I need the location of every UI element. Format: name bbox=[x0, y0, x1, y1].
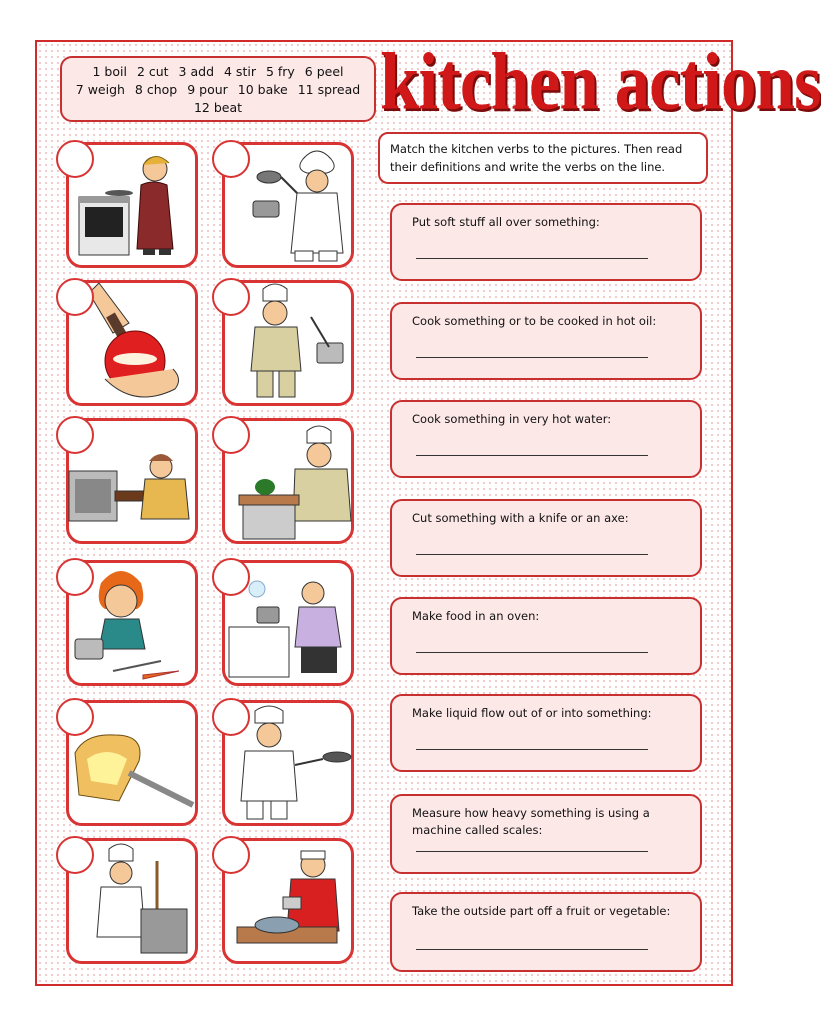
definition-box bbox=[390, 892, 702, 972]
definition-box bbox=[390, 794, 702, 874]
definition-box bbox=[390, 597, 702, 675]
definition-box bbox=[390, 302, 702, 380]
answer-circle[interactable] bbox=[212, 698, 250, 736]
answer-line[interactable] bbox=[416, 258, 648, 259]
definition-text: Make liquid flow out of or into something: bbox=[412, 706, 652, 720]
answer-circle[interactable] bbox=[56, 140, 94, 178]
answer-circle[interactable] bbox=[212, 836, 250, 874]
definition-box bbox=[390, 694, 702, 772]
definition-text: Cut something with a knife or an axe: bbox=[412, 511, 629, 525]
definition-box bbox=[390, 499, 702, 577]
answer-line[interactable] bbox=[416, 749, 648, 750]
answer-circle[interactable] bbox=[212, 278, 250, 316]
answer-circle[interactable] bbox=[56, 558, 94, 596]
answer-line[interactable] bbox=[416, 851, 648, 852]
answer-circle[interactable] bbox=[56, 698, 94, 736]
word-item: 6 peel bbox=[304, 64, 344, 79]
word-item: 7 weigh bbox=[75, 82, 125, 97]
definition-text: Cook something or to be cooked in hot oil: bbox=[412, 314, 657, 328]
answer-line[interactable] bbox=[416, 455, 648, 456]
word-bank-row bbox=[62, 63, 374, 81]
definition-text: Measure how heavy something is using a machine called scales: bbox=[412, 806, 650, 837]
answer-circle[interactable] bbox=[56, 836, 94, 874]
definition-text: Put soft stuff all over something: bbox=[412, 215, 600, 229]
word-item: 10 bake bbox=[237, 82, 288, 97]
definition-box bbox=[390, 400, 702, 478]
answer-line[interactable] bbox=[416, 949, 648, 950]
answer-line[interactable] bbox=[416, 652, 648, 653]
word-bank-row bbox=[62, 99, 374, 117]
page-title: kitchen actions bbox=[380, 37, 821, 127]
answer-circle[interactable] bbox=[56, 278, 94, 316]
word-item: 3 add bbox=[178, 64, 215, 79]
answer-line[interactable] bbox=[416, 554, 648, 555]
instructions: Match the kitchen verbs to the pictures. Then read their definitions and write the verbs on the line. bbox=[378, 132, 708, 184]
definition-text: Make food in an oven: bbox=[412, 609, 540, 623]
word-item: 1 boil bbox=[92, 64, 127, 79]
word-item: 8 chop bbox=[134, 82, 178, 97]
answer-circle[interactable] bbox=[212, 558, 250, 596]
word-item: 4 stir bbox=[224, 64, 256, 79]
word-item: 5 fry bbox=[265, 64, 295, 79]
word-bank bbox=[60, 56, 376, 122]
definition-box bbox=[390, 203, 702, 281]
word-bank-row bbox=[62, 81, 374, 99]
answer-line[interactable] bbox=[416, 357, 648, 358]
word-item: 12 beat bbox=[193, 100, 243, 115]
answer-circle[interactable] bbox=[212, 416, 250, 454]
word-item: 2 cut bbox=[136, 64, 169, 79]
answer-circle[interactable] bbox=[212, 140, 250, 178]
answer-circle[interactable] bbox=[56, 416, 94, 454]
word-item: 9 pour bbox=[187, 82, 228, 97]
definition-text: Take the outside part off a fruit or vegetable: bbox=[412, 904, 671, 918]
word-item: 11 spread bbox=[297, 82, 361, 97]
definition-text: Cook something in very hot water: bbox=[412, 412, 612, 426]
